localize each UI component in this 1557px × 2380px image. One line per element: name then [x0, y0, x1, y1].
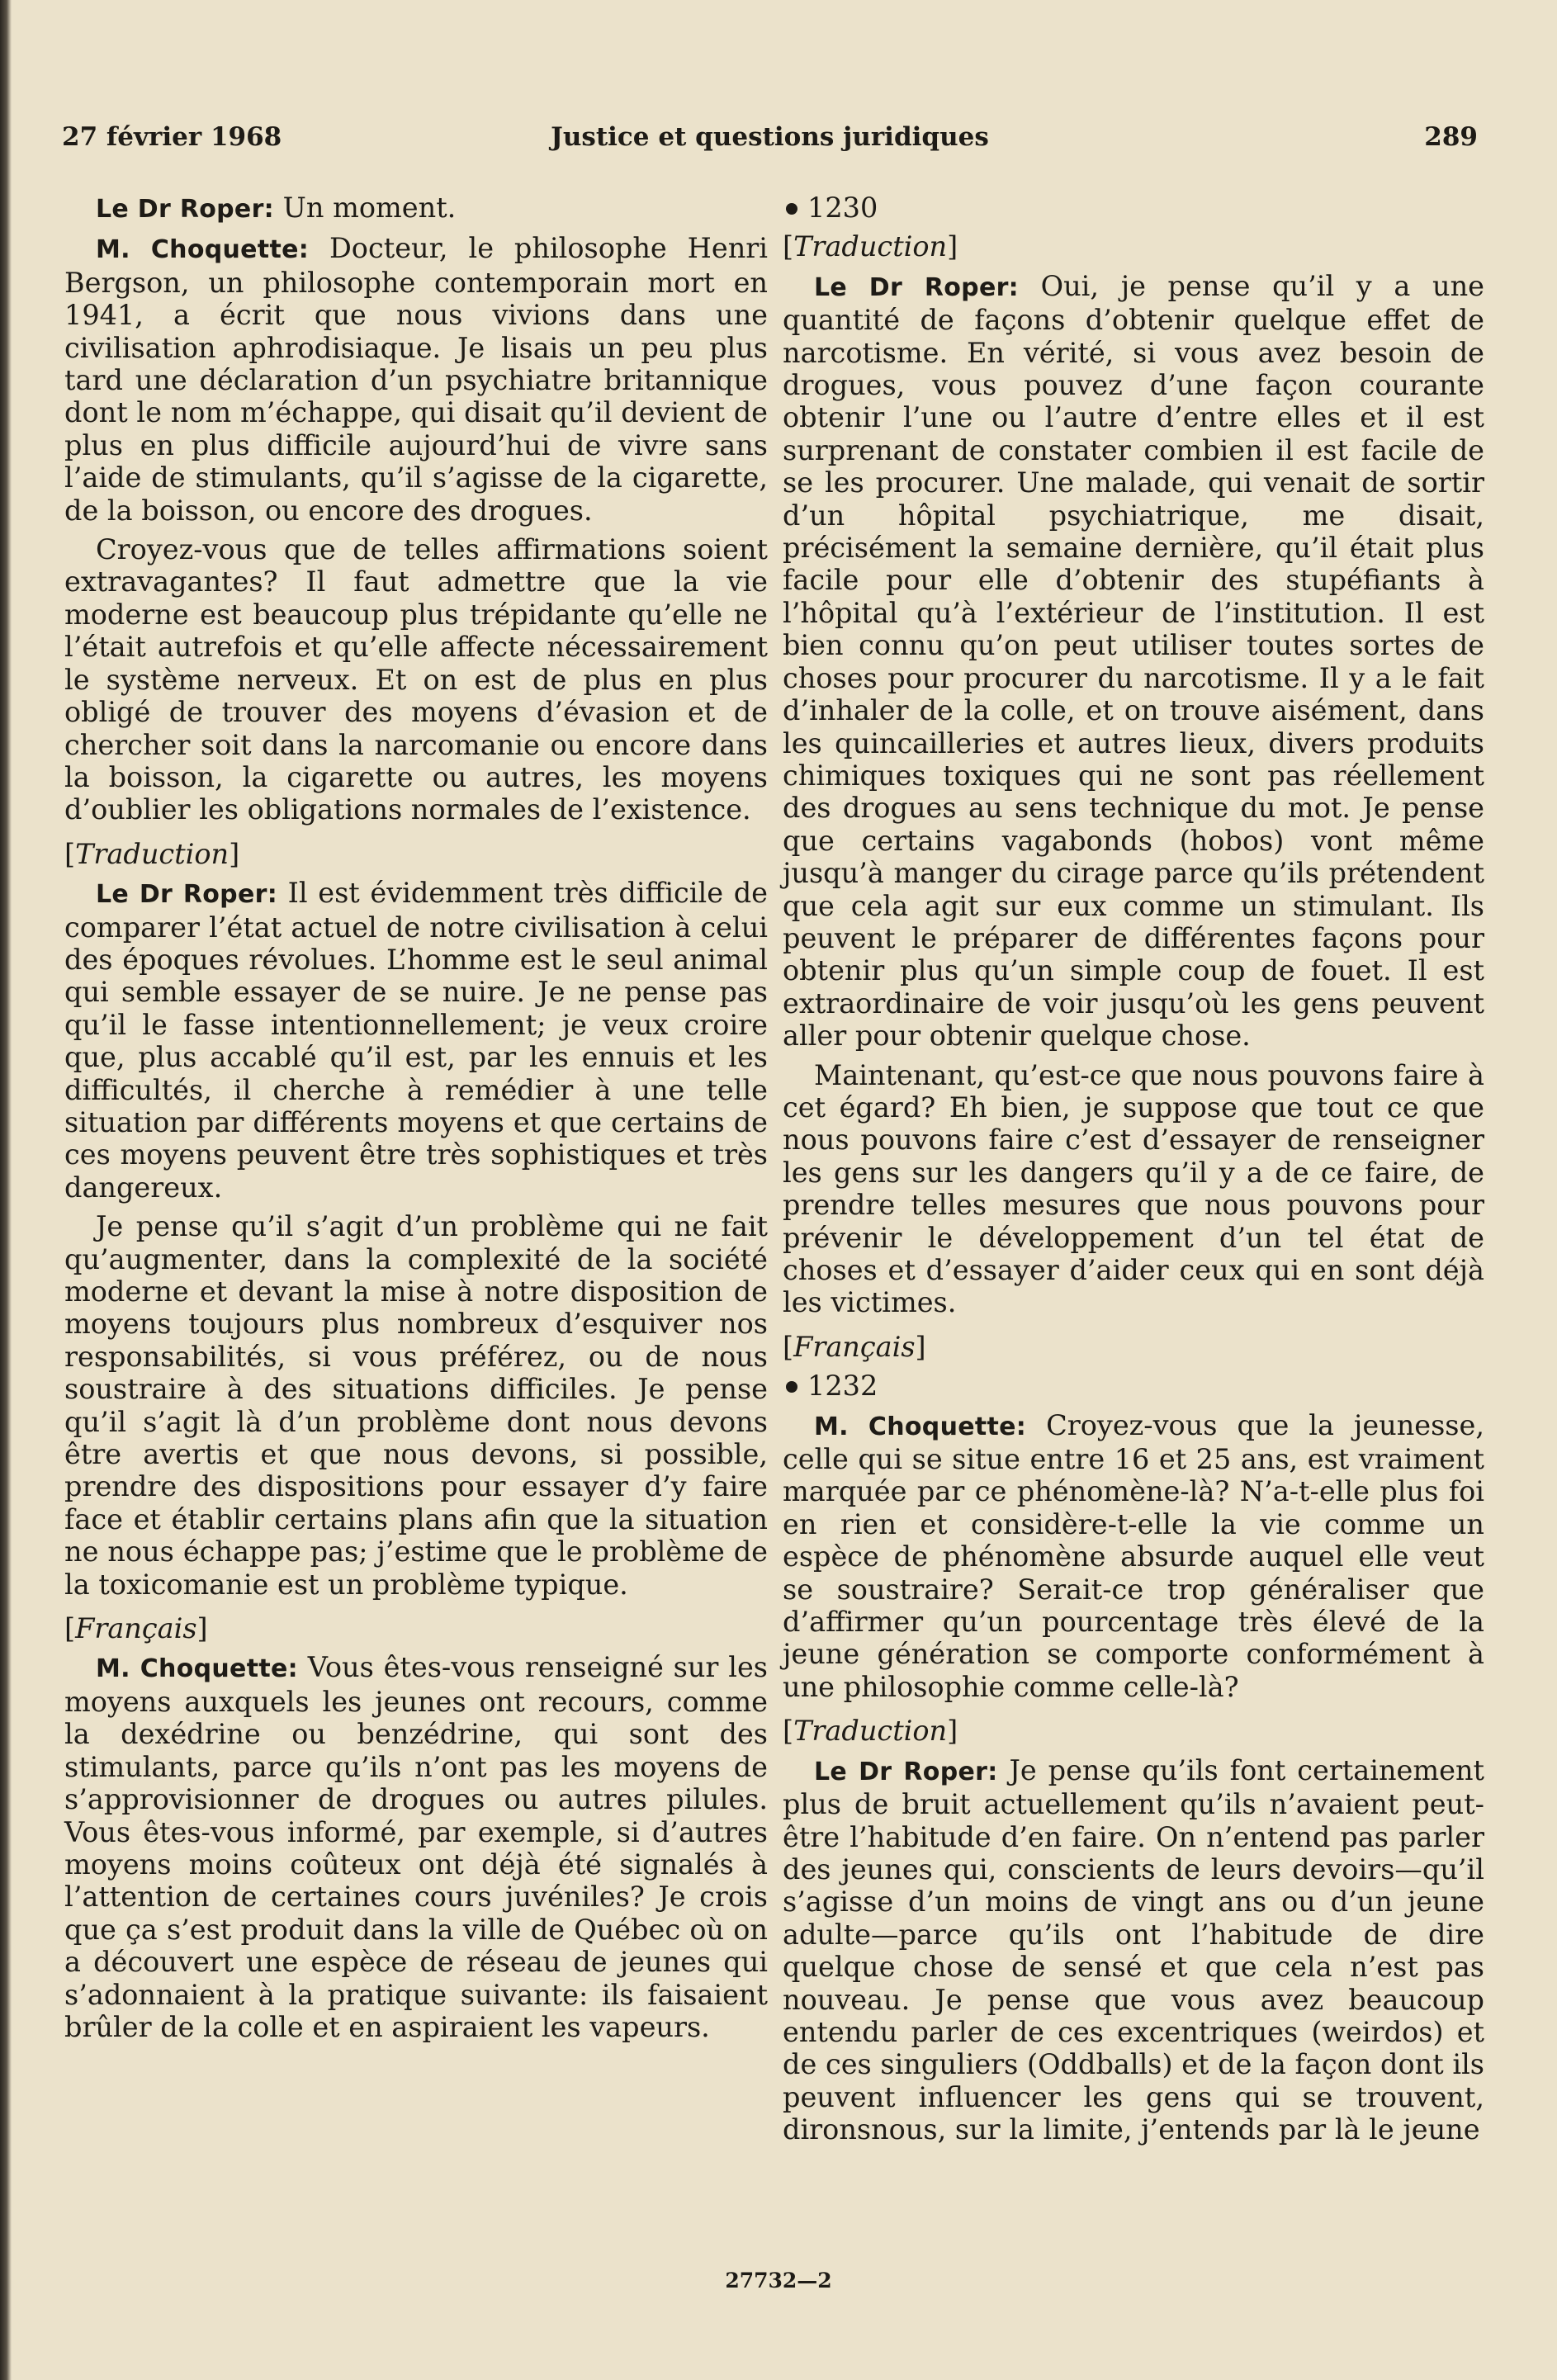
language-marker: [Traduction] [783, 1715, 958, 1748]
speaker: Le Dr Roper: [814, 1757, 998, 1786]
paragraph [64, 877, 768, 1204]
speech: Il est évidemment très difficile de comparer l’état actuel de notre civilisation à celui des époques révolues. L’homme est le seul animal qui semble essayer de se nuire. Je ne pense pas qu’il le fasse intentionnellement; je veux croire que, plus accablé qu’il est, par les ennuis et les difficultés, il cherche à remédier à une telle situation par différents moyens et que certains de ces moyens peuvent être très sophistiques et très dangereux. [64, 877, 768, 1204]
speaker: M. Choquette: [96, 1654, 298, 1684]
footer-code: 27732—2 [725, 2269, 832, 2292]
running-header [62, 122, 1478, 159]
paragraph: Croyez-vous que de telles affirmations soient extravagantes? Il faut admettre que la vie moderne est beaucoup plus trépidante qu’elle ne l’était autrefois et qu’elle affecte nécessairement le système nerveux. Et on est de plus en plus obligé de trouver des moyens d’évasion et de chercher soit dans la narcomanie ou encore dans la boisson, la cigarette ou autres, les moyens d’oublier les obligations normales de l’existence. [64, 533, 768, 826]
speaker: Le Dr Roper: [96, 880, 278, 910]
language-marker: [Français] [64, 1612, 208, 1645]
speech: Un moment. [273, 192, 457, 224]
paragraph: Je pense qu’il s’agit d’un problème qui ne fait qu’augmenter, dans la complexité de la société moderne et devant la mise à notre disposition de moyens toujours plus nombreux d’esquiver nos responsabilités, si vous préférez, ou de nous soustraire à des situations difficiles. Je pense qu’il s’agit là d’un problème dont nous devons être avertis et que nous devons, si possible, prendre des dispositions pour essayer d’y faire face et établir certains plans afin que la situation ne nous échappe pas; j’estime que le problème de la toxicomanie est un problème typique. [64, 1210, 768, 1601]
bullet-icon [786, 1381, 797, 1393]
paragraph [783, 1409, 1484, 1704]
paragraph [64, 192, 768, 225]
speaker: M. Choquette: [96, 235, 310, 265]
speech: Je pense qu’ils font certainement plus de bruit actuellement qu’ils n’avaient peut-être l’habitude d’en faire. On n’entend pas parler des jeunes qui, conscients de leurs devoirs—qu’il s’agisse d’un moins de vingt ans ou d’un jeune adulte—parce qu’ils ont l’habitude de dire quelque chose de sensé et que cela n’est pas nouveau. Je pense que vous avez beaucoup entendu parler de ces excentriques (weirdos) et de ces singuliers (Oddballs) et de la façon dont ils peuvent influencer les gens qui se trouvent, dironsnous, sur la limite, j’entends par là le jeune [783, 1753, 1484, 2146]
header-date: 27 février 1968 [62, 122, 282, 152]
binding-edge [0, 0, 12, 2380]
speech: Croyez-vous que la jeunesse, celle qui se situe entre 16 et 25 ans, est vraiment marquée par ce phénomène-là? N’a-t-elle plus foi en rien et considère-t-elle la vie comme un espèce de phénomène absurde auquel elle veut se soustraire? Serait-ce trop généraliser que d’affirmer qu’un pourcentage très élevé de la jeune génération se comporte conformément à une philosophie comme celle-là? [783, 1408, 1484, 1703]
speaker: M. Choquette: [814, 1412, 1027, 1441]
speech: Docteur, le philosophe Henri Bergson, un philosophe contemporain mort en 1941, a écrit que nous vivions dans une civilisation aphrodisiaque. Je lisais un peu plus tard une déclaration d’un psychiatre britannique dont le nom m’échappe, qui disait qu’il devient de plus en plus difficile aujourd’hui de vivre sans l’aide de stimulants, qu’il s’agisse de la cigarette, de la boisson, ou encore des drogues. [64, 232, 768, 527]
speaker: Le Dr Roper: [96, 195, 274, 224]
speaker: Le Dr Roper: [814, 272, 1019, 302]
page-number: 289 [1424, 122, 1478, 152]
paragraph: Maintenant, qu’est-ce que nous pouvons faire à cet égard? Eh bien, je suppose que tout ce que nous pouvons faire c’est d’essayer de renseigner les gens sur les dangers qu’il y a de ce faire, de prendre telles mesures que nous pouvons pour prévenir le développement d’un tel état de choses et d’essayer d’aider ceux qui en sont déjà les victimes. [783, 1058, 1484, 1319]
header-title: Justice et questions juridiques [551, 122, 989, 152]
language-marker: [Traduction] [783, 230, 958, 263]
speech: Oui, je pense qu’il y a une quantité de façons d’obtenir quelque effet de narcotisme. En vérité, si vous avez besoin de drogues, vous pouvez d’une façon courante obtenir l’une ou l’autre d’entre elles et il est surprenant de constater combien il est facile de se les procurer. Une malade, qui venait de sortir d’un hôpital psychiatrique, me disait, précisément la semaine dernière, qu’il était plus facile pour elle d’obtenir des stupéfiants à l’hôpital qu’à l’extérieur de l’institution. Il est bien connu qu’on peut utiliser toutes sortes de choses pour procurer du narcotisme. Il y a le fait d’inhaler de la colle, et on trouve aisément, dans les quincailleries et autres lieux, divers produits chimiques toxiques qui ne sont pas réellement des drogues au sens technique du mot. Je pense que certains vagabonds (hobos) vont même jusqu’à manger du cirage parce qu’ils prétendent que cela agit sur eux comme un stimulant. Ils peuvent le préparer de différentes façons pour obtenir plus qu’un simple coup de fouet. Il est extraordinaire de voir jusqu’où les gens peuvent aller pour obtenir quelque chose. [783, 269, 1484, 1053]
time-stamp: 1232 [786, 1370, 1484, 1402]
language-marker: [Traduction] [64, 837, 240, 870]
paragraph [783, 1754, 1484, 2146]
paragraph [64, 232, 768, 527]
time-stamp: 1230 [786, 192, 1484, 224]
paragraph [64, 1651, 768, 2043]
right-column [783, 192, 1484, 2153]
left-column [64, 192, 768, 2050]
language-marker: [Français] [783, 1330, 926, 1363]
paragraph [783, 270, 1484, 1053]
speech: Vous êtes-vous renseigné sur les moyens auxquels les jeunes ont recours, comme la dexédrine ou benzédrine, qui sont des stimulants, parce qu’ils n’ont pas les moyens de s’approvisionner de drogues ou autres pilules. Vous êtes-vous informé, par exemple, si d’autres moyens moins coûteux ont déjà été signalés à l’attention de certaines cours juvéniles? Je crois que ça s’est produit dans la ville de Québec où on a découvert une espèce de réseau de jeunes qui s’adonnaient à la pratique suivante: ils faisaient brûler de la colle et en aspiraient les vapeurs. [64, 1651, 768, 2043]
bullet-icon [786, 203, 797, 215]
